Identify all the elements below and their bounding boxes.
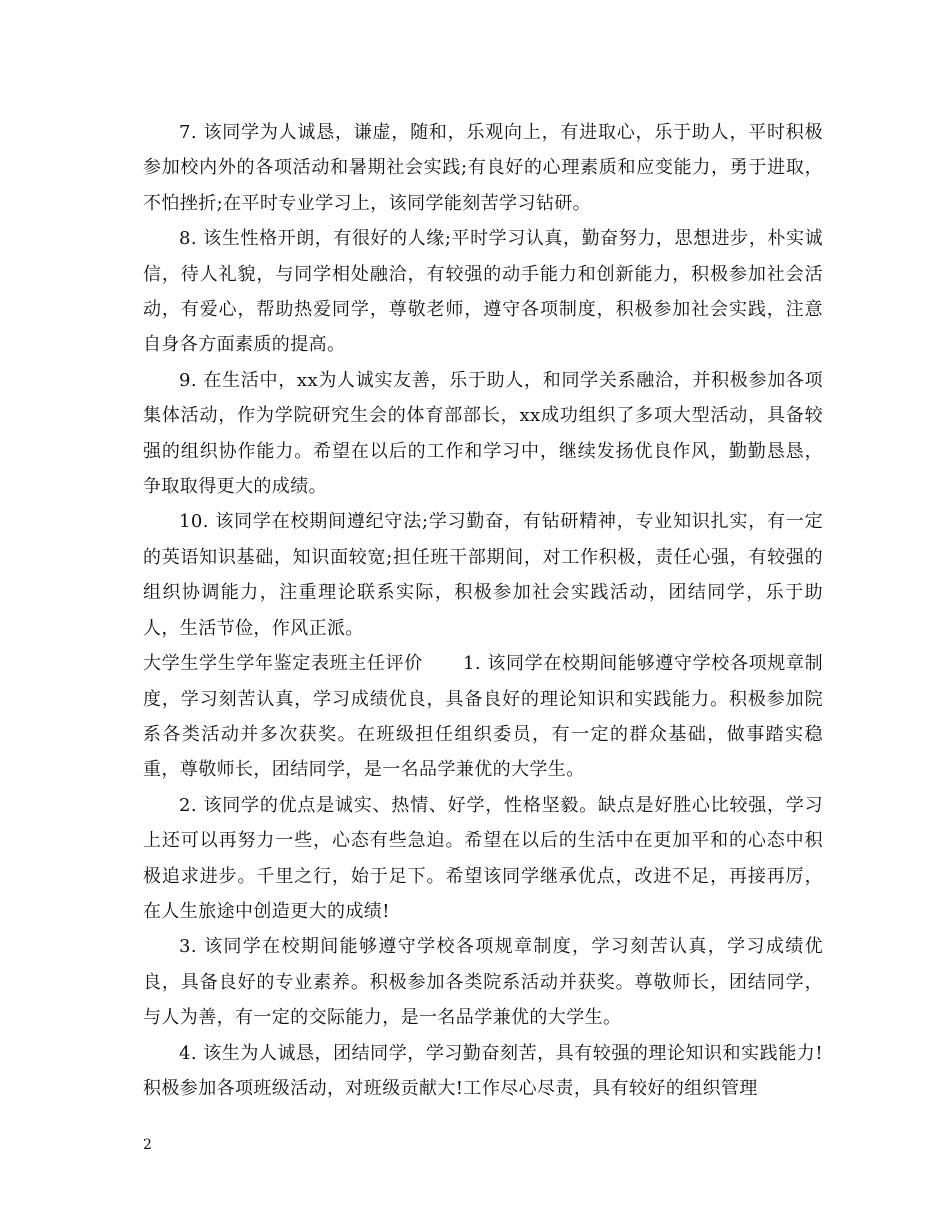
section-paragraph-1 [143,646,823,788]
section-paragraph-4: 4. 该生为人诚恳，团结同学，学习勤奋刻苦，具有较强的理论知识和实践能力!积极参加各项班级活动，对班级贡献大!工作尽心尽责，具有较好的组织管理 [143,1042,823,1099]
page-number: 2 [143,1137,152,1153]
document-body [143,115,823,1106]
paragraph-10: 10. 该同学在校期间遵纪守法;学习勤奋，有钻研精神，专业知识扎实，有一定的英语知识基础，知识面较宽;担任班干部期间，对工作积极，责任心强，有较强的组织协调能力，注重理论联系实际，积极参加社会实践活动，团结同学，乐于助人，生活节俭，作风正派。 [143,511,823,639]
section-heading: 大学生学生学年鉴定表班主任评价 [143,653,423,675]
paragraph-8: 8. 该生性格开朗，有很好的人缘;平时学习认真，勤奋努力，思想进步，朴实诚信，待人礼貌，与同学相处融洽，有较强的动手能力和创新能力，积极参加社会活动，有爱心，帮助热爱同学，尊敬老师，遵守各项制度，积极参加社会实践，注意自身各方面素质的提高。 [143,228,823,356]
section-item-1-text: 1. 该同学在校期间能够遵守学校各项规章制度，学习刻苦认真，学习成绩优良，具备良好的理论知识和实践能力。积极参加院系各类活动并多次获奖。在班级担任组织委员，有一定的群众基础，做事踏实稳重，尊敬师长，团结同学，是一名品学兼优的大学生。 [143,653,824,781]
section-paragraph-2: 2. 该同学的优点是诚实、热情、好学，性格坚毅。缺点是好胜心比较强，学习上还可以再努力一些，心态有些急迫。希望在以后的生活中在更加平和的心态中积极追求进步。千里之行，始于足下。希望该同学继承优点，改进不足，再接再厉，在人生旅途中创造更大的成绩! [143,794,823,922]
section-paragraph-3: 3. 该同学在校期间能够遵守学校各项规章制度，学习刻苦认真，学习成绩优良，具备良好的专业素养。积极参加各类院系活动并获奖。尊敬师长，团结同学，与人为善，有一定的交际能力，是一名品学兼优的大学生。 [143,936,823,1029]
paragraph-7: 7. 该同学为人诚恳，谦虚，随和，乐观向上，有进取心，乐于助人，平时积极参加校内外的各项活动和暑期社会实践;有良好的心理素质和应变能力，勇于进取，不怕挫折;在平时专业学习上，该同学能刻苦学习钻研。 [143,122,823,214]
paragraph-9: 9. 在生活中，xx为人诚实友善，乐于助人，和同学关系融洽，并积极参加各项集体活动，作为学院研究生会的体育部部长，xx成功组织了多项大型活动，具备较强的组织协作能力。希望在以后的工作和学习中，继续发扬优良作风，勤勤恳恳，争取取得更大的成绩。 [143,369,823,498]
